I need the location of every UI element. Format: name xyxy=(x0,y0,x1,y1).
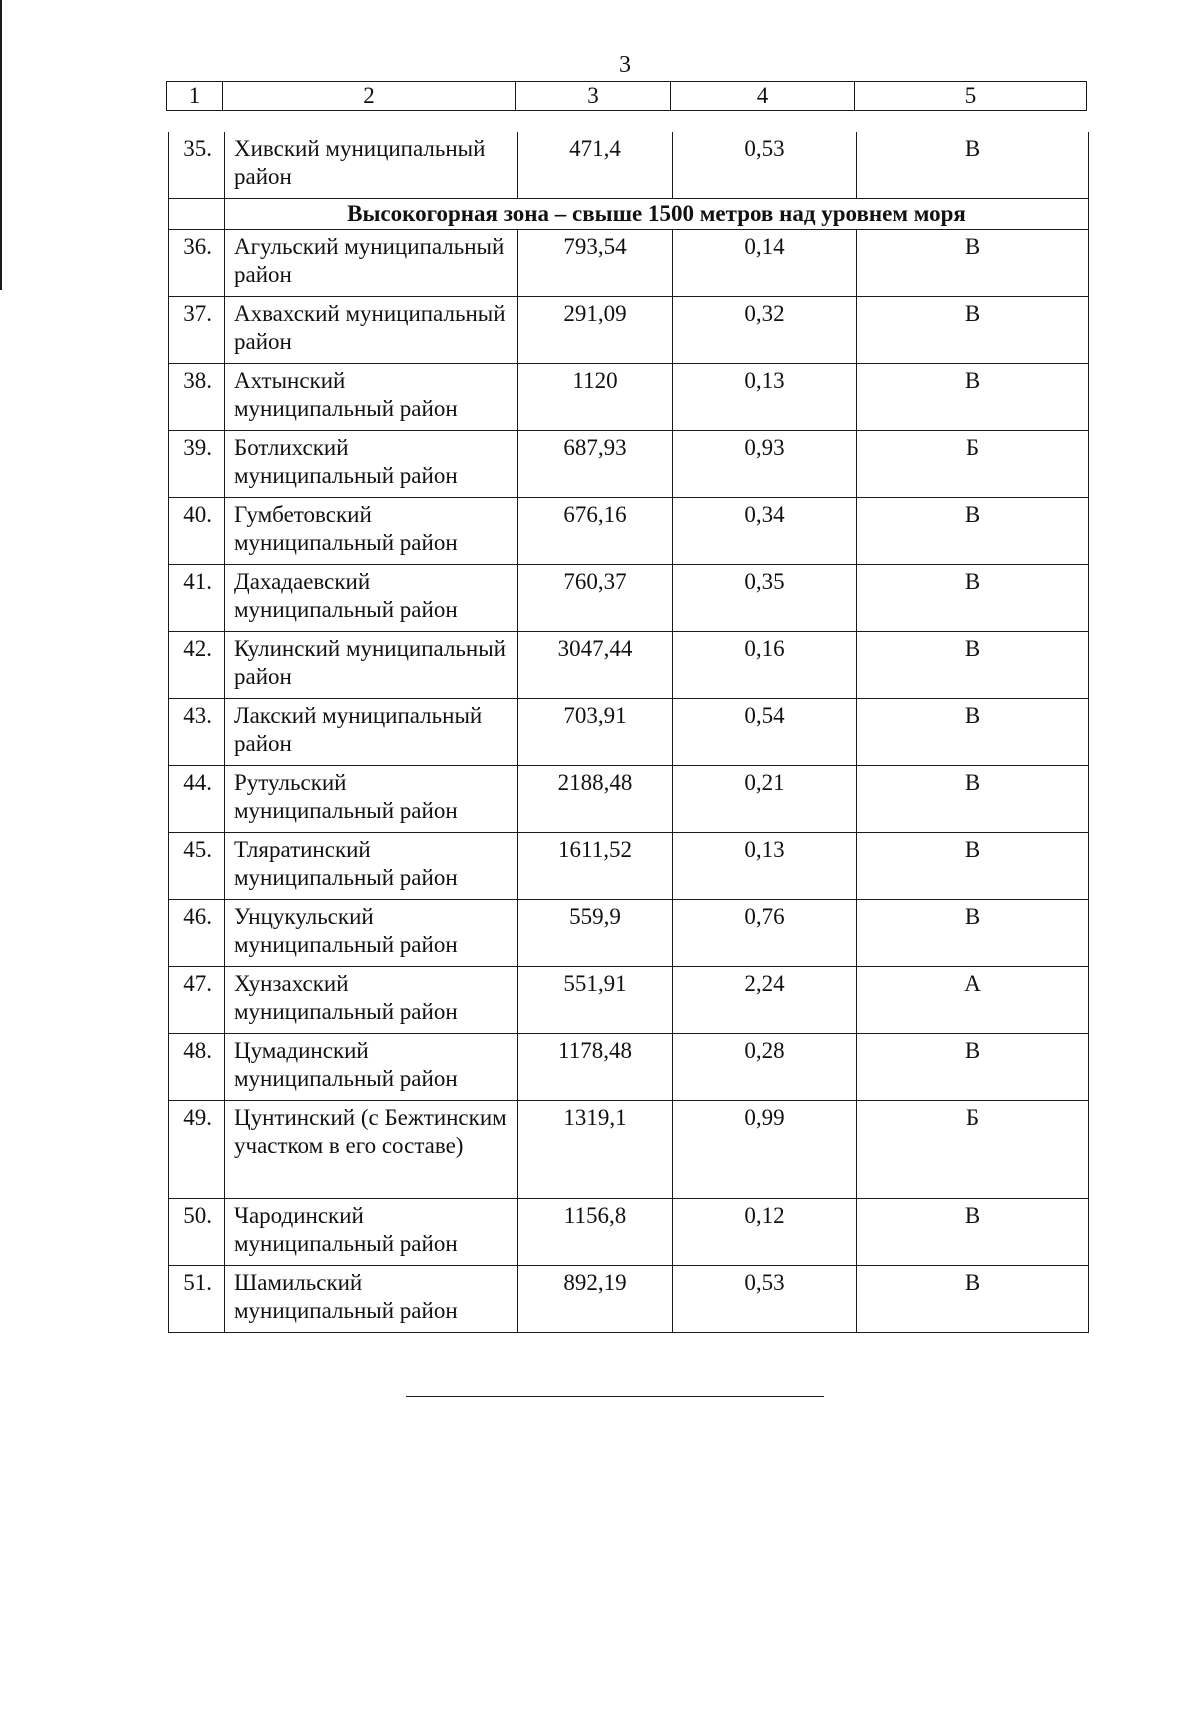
district-name: Лакский муниципальный район xyxy=(225,699,518,766)
area-value: 291,09 xyxy=(518,297,673,364)
category-value: Б xyxy=(857,1101,1089,1199)
area-value: 892,19 xyxy=(518,1266,673,1333)
row-number: 49. xyxy=(169,1101,225,1199)
column-number-header xyxy=(166,81,1087,111)
header-col-3: 3 xyxy=(516,82,671,111)
density-value: 0,12 xyxy=(673,1199,857,1266)
district-name: Тляратинский муниципальный район xyxy=(225,833,518,900)
district-name: Кулинский муниципальный район xyxy=(225,632,518,699)
zone-row-spacer xyxy=(169,199,225,230)
table-row xyxy=(169,967,1089,1034)
area-value: 1611,52 xyxy=(518,833,673,900)
row-number: 37. xyxy=(169,297,225,364)
row-number: 43. xyxy=(169,699,225,766)
category-value: В xyxy=(857,132,1089,199)
category-value: В xyxy=(857,297,1089,364)
table-row xyxy=(169,1266,1089,1333)
district-name: Цумадинский муниципальный район xyxy=(225,1034,518,1101)
table-row xyxy=(169,1034,1089,1101)
area-value: 760,37 xyxy=(518,565,673,632)
row-number: 46. xyxy=(169,900,225,967)
header-col-1: 1 xyxy=(167,82,223,111)
area-value: 559,9 xyxy=(518,900,673,967)
table-row xyxy=(169,900,1089,967)
district-name: Гумбетовский муниципальный район xyxy=(225,498,518,565)
density-value: 0,53 xyxy=(673,1266,857,1333)
density-value: 0,21 xyxy=(673,766,857,833)
area-value: 551,91 xyxy=(518,967,673,1034)
density-value: 0,13 xyxy=(673,833,857,900)
category-value: В xyxy=(857,364,1089,431)
category-value: В xyxy=(857,1199,1089,1266)
header-col-2: 2 xyxy=(223,82,516,111)
category-value: В xyxy=(857,900,1089,967)
zone-row xyxy=(169,199,1089,230)
area-value: 1120 xyxy=(518,364,673,431)
area-value: 1178,48 xyxy=(518,1034,673,1101)
row-number: 38. xyxy=(169,364,225,431)
table-row xyxy=(169,498,1089,565)
area-value: 676,16 xyxy=(518,498,673,565)
category-value: В xyxy=(857,699,1089,766)
district-name: Хунзахский муниципальный район xyxy=(225,967,518,1034)
density-value: 0,54 xyxy=(673,699,857,766)
table-row xyxy=(169,565,1089,632)
density-value: 0,93 xyxy=(673,431,857,498)
density-value: 2,24 xyxy=(673,967,857,1034)
area-value: 3047,44 xyxy=(518,632,673,699)
districts-table xyxy=(168,132,1089,1333)
district-name: Дахадаевский муниципальный район xyxy=(225,565,518,632)
density-value: 0,16 xyxy=(673,632,857,699)
table-row xyxy=(169,230,1089,297)
table-row xyxy=(169,1199,1089,1266)
district-name: Унцукульский муниципальный район xyxy=(225,900,518,967)
table-row xyxy=(169,632,1089,699)
area-value: 2188,48 xyxy=(518,766,673,833)
page-number: 3 xyxy=(619,52,631,78)
district-name: Ботлихский муниципальный район xyxy=(225,431,518,498)
row-number: 41. xyxy=(169,565,225,632)
district-name: Шамильский муниципальный район xyxy=(225,1266,518,1333)
category-value: В xyxy=(857,230,1089,297)
district-name: Ахвахский муниципальный район xyxy=(225,297,518,364)
density-value: 0,32 xyxy=(673,297,857,364)
header-row xyxy=(167,82,1087,111)
table-row xyxy=(169,833,1089,900)
density-value: 0,53 xyxy=(673,132,857,199)
row-number: 50. xyxy=(169,1199,225,1266)
category-value: В xyxy=(857,498,1089,565)
area-value: 1156,8 xyxy=(518,1199,673,1266)
row-number: 35. xyxy=(169,132,225,199)
district-name: Ахтынский муниципальный район xyxy=(225,364,518,431)
row-number: 44. xyxy=(169,766,225,833)
density-value: 0,28 xyxy=(673,1034,857,1101)
row-number: 40. xyxy=(169,498,225,565)
district-name: Агульский муниципальный район xyxy=(225,230,518,297)
left-scan-edge xyxy=(0,0,2,290)
category-value: В xyxy=(857,565,1089,632)
row-number: 48. xyxy=(169,1034,225,1101)
table-row xyxy=(169,364,1089,431)
density-value: 0,14 xyxy=(673,230,857,297)
density-value: 0,76 xyxy=(673,900,857,967)
row-number: 42. xyxy=(169,632,225,699)
density-value: 0,34 xyxy=(673,498,857,565)
table-row xyxy=(169,297,1089,364)
category-value: В xyxy=(857,1266,1089,1333)
density-value: 0,35 xyxy=(673,565,857,632)
category-value: В xyxy=(857,632,1089,699)
row-number: 39. xyxy=(169,431,225,498)
table-row xyxy=(169,132,1089,199)
row-number: 36. xyxy=(169,230,225,297)
row-number: 51. xyxy=(169,1266,225,1333)
category-value: В xyxy=(857,766,1089,833)
district-name: Рутульский муниципальный район xyxy=(225,766,518,833)
district-name: Хивский муниципальный район xyxy=(225,132,518,199)
category-value: А xyxy=(857,967,1089,1034)
category-value: В xyxy=(857,1034,1089,1101)
header-col-5: 5 xyxy=(855,82,1087,111)
end-of-document-rule xyxy=(406,1396,824,1397)
density-value: 0,99 xyxy=(673,1101,857,1199)
district-name: Цунтинский (с Бежтинским участком в его составе) xyxy=(225,1101,518,1199)
category-value: В xyxy=(857,833,1089,900)
district-name: Чародинский муниципальный район xyxy=(225,1199,518,1266)
table-row xyxy=(169,431,1089,498)
area-value: 1319,1 xyxy=(518,1101,673,1199)
row-number: 45. xyxy=(169,833,225,900)
row-number: 47. xyxy=(169,967,225,1034)
zone-heading: Высокогорная зона – свыше 1500 метров над уровнем моря xyxy=(225,199,1089,230)
table-row xyxy=(169,1101,1089,1199)
table-row xyxy=(169,766,1089,833)
category-value: Б xyxy=(857,431,1089,498)
density-value: 0,13 xyxy=(673,364,857,431)
districts-table-body xyxy=(169,132,1089,1333)
header-col-4: 4 xyxy=(671,82,855,111)
area-value: 703,91 xyxy=(518,699,673,766)
area-value: 687,93 xyxy=(518,431,673,498)
area-value: 471,4 xyxy=(518,132,673,199)
table-row xyxy=(169,699,1089,766)
area-value: 793,54 xyxy=(518,230,673,297)
